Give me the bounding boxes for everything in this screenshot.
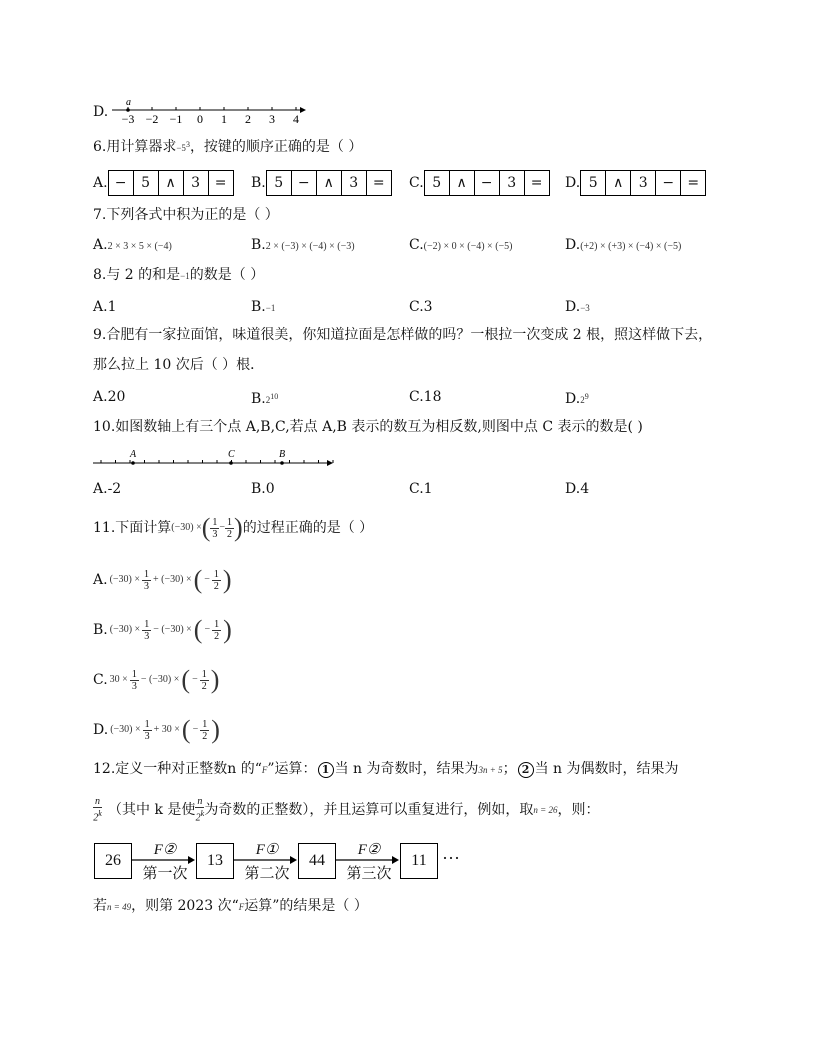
q9-option-c[interactable] xyxy=(409,388,442,406)
q11-option-b[interactable] xyxy=(93,612,232,648)
q5-tick-label: 2 xyxy=(245,112,251,126)
q12-flow-op-label: F② xyxy=(357,842,381,858)
q9-line1: 9.合肥有一家拉面馆，味道很美，你知道拉面是怎样做的吗？一根拉一次变成 2 根，照这样做下去， xyxy=(93,327,713,343)
q11-frac-2-den: 2 xyxy=(227,528,233,540)
q7-option-expr: (+2) × (+3) × (−4) × (−5) xyxy=(580,241,682,252)
q12-expr1: 3n + 5 xyxy=(478,765,503,775)
calculator-key: ∧ xyxy=(317,171,342,195)
q5-tick-label: −3 xyxy=(121,112,135,126)
q10-number-line xyxy=(93,446,338,470)
q9-option-value: 18 xyxy=(423,389,442,405)
q10-option-c[interactable] xyxy=(409,480,433,498)
q12-flow-step-label: 第三次 xyxy=(346,866,392,882)
q12-frac-b-base: 2 xyxy=(195,812,201,824)
q8-option-value: 1 xyxy=(107,299,117,315)
q11-minus: − xyxy=(219,522,226,533)
q6-key-sequence xyxy=(580,170,706,196)
q11-option-frac-1-num: 1 xyxy=(131,668,137,680)
q9-option-label: C. xyxy=(409,389,424,405)
q11-option-neg: − xyxy=(204,574,210,585)
q6-option-c[interactable] xyxy=(409,169,550,197)
q9-option-b[interactable] xyxy=(251,388,278,409)
q8-option-label: C. xyxy=(409,299,424,315)
q11-option-left-paren: ( xyxy=(193,615,203,644)
q11-option-frac-2 xyxy=(200,719,209,742)
q11-option-frac-1-num: 1 xyxy=(144,718,150,730)
q12-last-b: ，则第 2023 次“ xyxy=(131,898,239,914)
q12-frac-b-exp: k xyxy=(200,809,205,819)
q10-label-a: A xyxy=(130,449,137,460)
q11-option-d[interactable] xyxy=(93,712,220,748)
q9-option-d[interactable] xyxy=(565,388,589,409)
q11-option-left-paren: ( xyxy=(181,715,191,744)
calculator-key: 3 xyxy=(342,171,367,195)
q11-option-frac-1-num: 1 xyxy=(144,568,150,580)
q10-option-value: 4 xyxy=(580,481,590,497)
q9-option-value: 20 xyxy=(107,389,126,405)
q11-stem-lead: (−30) × xyxy=(171,522,202,533)
q12-line1-d: ； xyxy=(502,761,517,777)
calculator-key: − xyxy=(656,171,681,195)
q7-option-d[interactable] xyxy=(565,236,681,256)
q6-key-sequence xyxy=(266,170,392,196)
q12-flow-box: 11 xyxy=(400,843,438,879)
q11-option-label: B. xyxy=(93,622,108,638)
q11-option-frac-2-num: 1 xyxy=(202,718,208,730)
q6-stem-expr xyxy=(176,140,190,153)
q10-option-value: -2 xyxy=(107,481,122,497)
q12-line1-e: 当 n 为偶数时，结果为 xyxy=(534,761,679,777)
q5-tick-label: −2 xyxy=(145,112,159,126)
q11-option-lead: 30 × xyxy=(109,674,128,685)
q9-option-exp: 10 xyxy=(270,392,279,401)
q12-flow-ellipsis: ··· xyxy=(442,848,460,868)
q7-option-label: B. xyxy=(251,237,266,253)
q6-option-label: D. xyxy=(565,175,581,191)
calculator-key: ∧ xyxy=(159,171,184,195)
calculator-key: = xyxy=(687,175,700,191)
q12-flow-box: 26 xyxy=(94,843,132,879)
q10-option-label: D. xyxy=(565,481,581,497)
q11-option-frac-1-den: 3 xyxy=(144,730,150,742)
q12-expr3: n = 49 xyxy=(107,902,132,912)
q11-option-frac-1-den: 3 xyxy=(131,680,137,692)
q12-flow-op-label: F① xyxy=(255,842,279,858)
q8-stem-expr: −1 xyxy=(180,271,190,281)
q12-last-a: 若 xyxy=(93,898,107,914)
q10-label-b: B xyxy=(279,449,286,460)
q8-stem xyxy=(93,266,264,285)
q11-option-frac-2 xyxy=(212,569,221,592)
q9-option-label: B. xyxy=(251,391,266,407)
q10-option-d[interactable] xyxy=(565,480,589,498)
q12-circle-2: 2 xyxy=(518,762,534,778)
q12-frac-a-exp: k xyxy=(98,809,102,819)
q10-option-label: C. xyxy=(409,481,424,497)
q8-option-label: A. xyxy=(93,299,108,315)
q11-frac-2-num: 1 xyxy=(227,516,233,528)
q8-stem-pre: 8.与 2 的和是 xyxy=(93,267,181,283)
q9-line2: 那么拉上 10 次后（ ）根． xyxy=(93,357,265,373)
q9-option-a[interactable] xyxy=(93,388,125,406)
q6-option-b[interactable] xyxy=(251,169,392,197)
calculator-key: − xyxy=(292,171,317,195)
q6-stem-post: ，按键的顺序正确的是（ ） xyxy=(189,139,363,155)
calculator-key: 3 xyxy=(184,171,209,195)
calculator-key: 5 xyxy=(134,171,159,195)
q12-last-c: 运算”的结果是（ ） xyxy=(244,898,368,914)
q12-line2 xyxy=(93,793,599,827)
q9-option-base: 2 xyxy=(265,395,271,405)
q11-option-left-paren: ( xyxy=(193,565,203,594)
q5-tick-label: 4 xyxy=(293,112,299,126)
q11-option-frac-2-den: 2 xyxy=(213,580,219,592)
q11-option-lead: (−30) × xyxy=(110,724,141,735)
q11-option-label: D. xyxy=(93,722,109,738)
q6-option-label: A. xyxy=(93,175,108,191)
q6-option-a[interactable] xyxy=(93,169,234,197)
q11-option-frac-2-num: 1 xyxy=(213,568,219,580)
q7-option-expr: 2 × 3 × 5 × (−4) xyxy=(107,241,172,252)
q5-option-d-label: D. xyxy=(93,104,109,120)
calculator-key: 5 xyxy=(581,171,606,195)
q11-option-mid: − (−30) × xyxy=(140,674,180,685)
q7-option-a[interactable] xyxy=(93,236,172,256)
q11-option-mid: + 30 × xyxy=(153,724,180,735)
q11-option-frac-2 xyxy=(200,669,209,692)
q9-option-exp: 9 xyxy=(584,392,589,401)
q11-option-frac-1 xyxy=(142,619,151,642)
q12-flow-box: 44 xyxy=(298,843,336,879)
q12-flow-op-label: F② xyxy=(153,842,177,858)
q12-line1-a: 12.定义一种对正整数n 的“ xyxy=(93,761,262,777)
q10-option-label: A. xyxy=(93,481,108,497)
q11-option-a[interactable] xyxy=(93,562,232,598)
q12-frac-a xyxy=(93,796,102,823)
q12-flow-box: 13 xyxy=(196,843,234,879)
q11-option-lead: (−30) × xyxy=(109,574,141,585)
q11-option-frac-1-den: 3 xyxy=(144,630,150,642)
q9-option-label: A. xyxy=(93,389,108,405)
q11-option-frac-2-den: 2 xyxy=(202,730,208,742)
q11-option-frac-1 xyxy=(130,669,139,692)
q8-option-b[interactable] xyxy=(251,298,275,317)
q10-point-a xyxy=(131,461,135,465)
q8-option-value: −3 xyxy=(580,303,590,313)
q12-frac-a-den xyxy=(93,808,102,823)
q5-point-a xyxy=(126,108,130,112)
q12-frac-b-num: n xyxy=(197,796,203,808)
q7-option-expr: 2 × (−3) × (−4) × (−3) xyxy=(265,241,355,252)
q11-option-c[interactable] xyxy=(93,662,219,698)
q6-key-sequence xyxy=(108,170,234,196)
q10-point-b xyxy=(280,461,284,465)
q12-line1 xyxy=(93,760,678,779)
q11-option-neg: − xyxy=(192,674,198,685)
q8-option-value: 3 xyxy=(423,299,433,315)
q12-line2-c: ，则： xyxy=(557,802,600,818)
q5-number-line xyxy=(108,96,308,126)
q7-stem: 7.下列各式中积为正的是（ ） xyxy=(93,207,279,223)
q11-stem-pre: 11.下面计算 xyxy=(93,520,172,536)
q12-line2-a: （其中 k 是使 xyxy=(108,802,196,818)
q11-option-left-paren: ( xyxy=(181,665,191,694)
q11-option-frac-1 xyxy=(143,719,152,742)
q12-flow-arrows xyxy=(0,833,816,893)
q7-option-c[interactable] xyxy=(409,236,513,256)
q12-f-symbol: F xyxy=(261,765,268,775)
q10-point-c xyxy=(229,461,233,465)
q11-option-lead: (−30) × xyxy=(109,624,141,635)
calculator-key: ∧ xyxy=(606,171,631,195)
q11-option-frac-2-num: 1 xyxy=(201,668,207,680)
q8-option-a[interactable] xyxy=(93,298,116,316)
calculator-key: 5 xyxy=(267,171,292,195)
q6-stem-base: −5 xyxy=(176,143,186,153)
q11-option-mid: − (−30) × xyxy=(153,624,192,635)
q12-flow-step-label: 第一次 xyxy=(142,866,188,882)
q11-option-frac-2-den: 2 xyxy=(201,680,207,692)
q12-frac-b xyxy=(195,796,204,823)
q12-f-symbol-2: F xyxy=(238,902,245,912)
q6-stem-pre: 6.用计算器求 xyxy=(93,139,177,155)
calculator-key: = xyxy=(530,175,543,191)
q12-line1-c: 当 n 为奇数时，结果为 xyxy=(334,761,479,777)
q6-stem xyxy=(93,136,362,157)
q12-frac-a-base: 2 xyxy=(93,812,99,824)
q11-option-neg: − xyxy=(192,724,199,735)
q5-tick-label: 3 xyxy=(269,112,275,126)
calculator-key: ∧ xyxy=(450,171,475,195)
q12-line2-b: 为奇数的正整数），并且运算可以重复进行，例如，取 xyxy=(204,802,534,818)
q10-stem: 10.如图数轴上有三个点 A,B,C,若点 A,B 表示的数互为相反数,则图中点 C 表示的数是( ) xyxy=(93,419,643,435)
calculator-key: 5 xyxy=(425,171,450,195)
q6-option-d[interactable] xyxy=(565,169,706,197)
q5-tick-label: 1 xyxy=(221,112,227,126)
q12-frac-a-num: n xyxy=(95,796,100,808)
q11-option-frac-2-den: 2 xyxy=(214,630,220,642)
calculator-key: = xyxy=(214,175,227,191)
q11-option-frac-1-den: 3 xyxy=(144,580,150,592)
q10-option-b[interactable] xyxy=(251,480,275,498)
q10-option-label: B. xyxy=(251,481,266,497)
q10-option-a[interactable] xyxy=(93,480,121,498)
calculator-key: 3 xyxy=(631,171,656,195)
q9-option-power xyxy=(265,392,279,405)
q8-option-value: −1 xyxy=(265,303,276,313)
q5-tick-label: −1 xyxy=(169,112,183,126)
q11-option-mid: + (−30) × xyxy=(153,574,192,585)
q11-left-paren: ( xyxy=(201,513,211,542)
q11-option-neg: − xyxy=(204,624,211,635)
q9-option-power xyxy=(580,392,589,405)
calculator-key: = xyxy=(372,175,385,191)
calculator-key: 3 xyxy=(500,171,525,195)
q12-line1-b: ”运算： xyxy=(267,761,317,777)
q11-option-right-paren: ) xyxy=(223,615,232,644)
q6-option-label: B. xyxy=(251,175,266,191)
q11-option-label: C. xyxy=(93,672,108,688)
q11-option-frac-2-num: 1 xyxy=(214,618,220,630)
q9-option-label: D. xyxy=(565,391,581,407)
q9-option-base: 2 xyxy=(580,395,585,405)
calculator-key: − xyxy=(475,171,500,195)
calculator-key: − xyxy=(109,171,134,195)
q7-option-label: A. xyxy=(93,237,108,253)
q8-option-label: D. xyxy=(565,299,581,315)
q12-last-line xyxy=(93,897,368,916)
q11-option-right-paren: ) xyxy=(210,665,220,694)
q12-circle-1: 1 xyxy=(318,762,334,778)
q6-key-sequence xyxy=(424,170,550,196)
q5-point-label: a xyxy=(126,97,131,108)
q11-option-frac-1 xyxy=(142,569,151,592)
q11-frac-2 xyxy=(225,517,234,540)
q12-expr2: n = 26 xyxy=(533,805,558,815)
q5-option-d[interactable] xyxy=(93,103,108,121)
q5-tick-label: 0 xyxy=(197,112,203,126)
q10-option-value: 1 xyxy=(423,481,433,497)
q11-option-frac-1-num: 1 xyxy=(144,618,150,630)
q11-frac-1 xyxy=(210,517,219,540)
q7-option-label: D. xyxy=(565,237,581,253)
q7-option-b[interactable] xyxy=(251,236,355,256)
q11-stem-post: 的过程正确的是（ ） xyxy=(242,520,374,536)
q11-right-paren: ) xyxy=(234,513,243,542)
q11-option-right-paren: ) xyxy=(222,565,232,594)
q10-label-c: C xyxy=(228,449,235,460)
q8-option-d[interactable] xyxy=(565,298,590,317)
q10-option-value: 0 xyxy=(265,481,275,497)
q8-stem-post: 的数是（ ） xyxy=(189,267,265,283)
q11-frac-1-num: 1 xyxy=(212,516,218,528)
q7-option-expr: (−2) × 0 × (−4) × (−5) xyxy=(423,241,513,252)
q11-option-label: A. xyxy=(93,572,108,588)
q8-option-label: B. xyxy=(251,299,266,315)
q11-stem xyxy=(93,510,373,546)
q11-frac-1-den: 3 xyxy=(212,528,218,540)
q11-option-frac-2 xyxy=(212,619,221,642)
q11-option-right-paren: ) xyxy=(211,715,220,744)
q8-option-c[interactable] xyxy=(409,298,433,316)
q6-option-label: C. xyxy=(409,175,424,191)
q6-stem-exp: 3 xyxy=(185,140,190,149)
q12-frac-b-den xyxy=(196,808,205,823)
q12-flow-step-label: 第二次 xyxy=(244,866,290,882)
q7-option-label: C. xyxy=(409,237,424,253)
